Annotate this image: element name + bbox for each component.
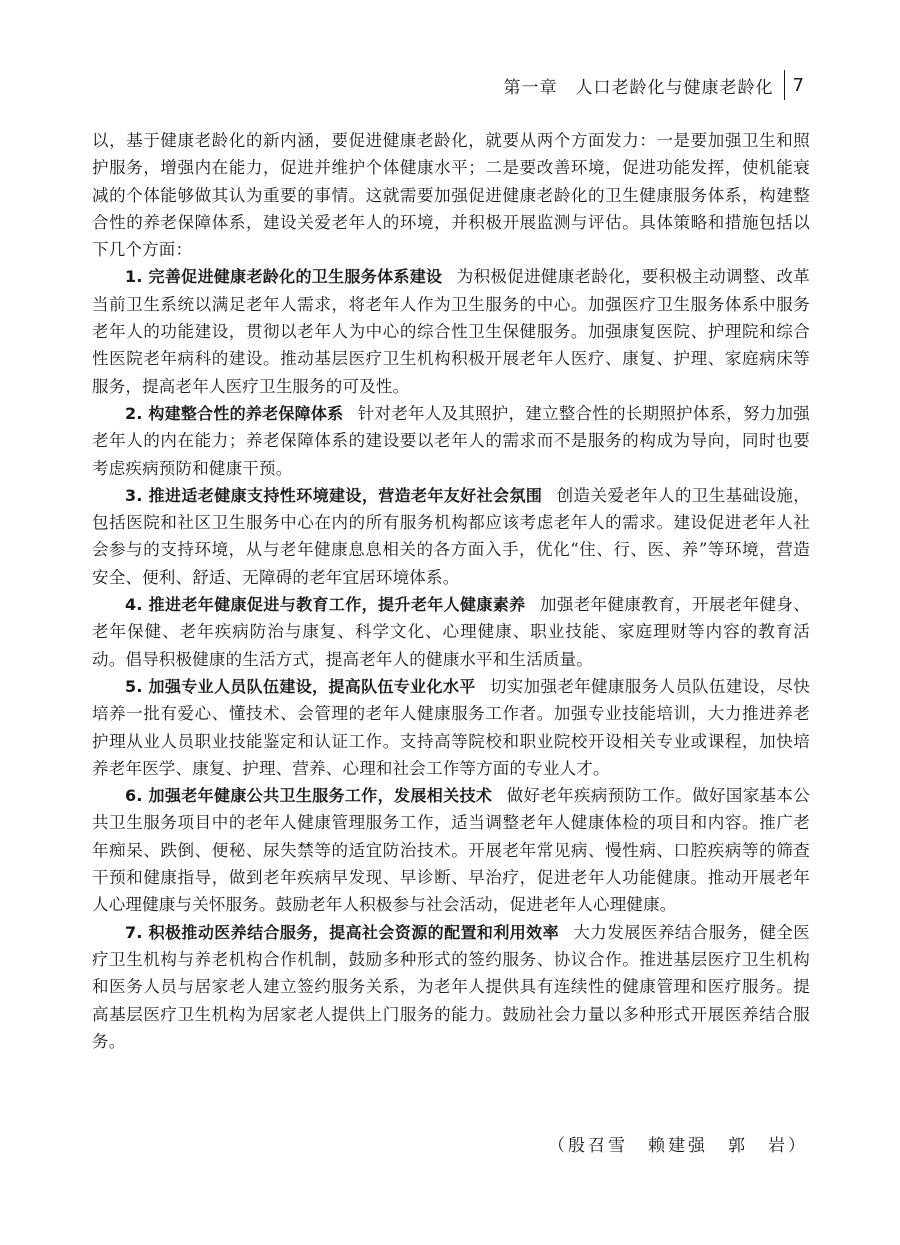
measure-heading-2: 2. 构建整合性的养老保障体系 bbox=[125, 403, 344, 423]
author-credit: （殷召雪 赖建强 郭 岩） bbox=[548, 1136, 808, 1156]
measure-paragraph-7 bbox=[92, 919, 810, 1055]
measure-text-4: 加强老年健康教育，开展老年健身、老年保健、老年疾病防治与康复、科学文化、心理健康、职业技能、家庭理财等内容的教育活动。倡导积极健康的生活方式，提高老年人的健康水平和生活质量。 bbox=[92, 595, 811, 669]
measure-paragraph-4 bbox=[92, 591, 810, 673]
measure-paragraph-1 bbox=[92, 263, 810, 399]
body-text bbox=[92, 127, 810, 1055]
measure-text-1: 为积极促进健康老龄化，要积极主动调整、改革当前卫生系统以满足老年人需求，将老年人作为卫生服务的中心。加强医疗卫生服务体系中服务老年人的功能建设，贯彻以老年人为中心的综合性卫生保健服务。加强康复医院、护理院和综合性医院老年病科的建设。推动基层医疗卫生机构积极开展老年人医疗、康复、护理、家庭病床等服务，提高老年人医疗卫生服务的可及性。 bbox=[92, 267, 811, 396]
measure-heading-4: 4. 推进老年健康促进与教育工作，提升老年人健康素养 bbox=[125, 595, 526, 615]
header-divider bbox=[784, 70, 785, 100]
measure-text-5: 切实加强老年健康服务人员队伍建设，尽快培养一批有爱心、懂技术、会管理的老年人健康服务工作者。加强专业技能培训，大力推进养老护理从业人员职业技能鉴定和认证工作。支持高等院校和职业院校开设相关专业或课程，加快培养老年医学、康复、护理、营养、心理和社会工作等方面的专业人才。 bbox=[92, 676, 810, 778]
measure-paragraph-6 bbox=[92, 782, 810, 918]
measure-heading-3: 3. 推进适老健康支持性环境建设，营造老年友好社会氛围 bbox=[125, 485, 543, 505]
measure-paragraph-5 bbox=[92, 673, 810, 782]
measure-text-3: 创造关爱老年人的卫生基础设施，包括医院和社区卫生服务中心在内的所有服务机构都应该考虑老年人的需求。建设促进老年人社会参与的支持环境，从与老年健康息息相关的各方面入手，优化“住、行、医、养”等环境，营造安全、便利、舒适、无障碍的老年宜居环境体系。 bbox=[92, 485, 810, 587]
measure-text-2: 针对老年人及其照护，建立整合性的长期照护体系，努力加强老年人的内在能力；养老保障体系的建设要以老年人的需求而不是服务的构成为导向，同时也要考虑疾病预防和健康干预。 bbox=[92, 403, 810, 478]
measure-paragraph-2 bbox=[92, 400, 810, 482]
measure-text-7: 大力发展医养结合服务，健全医疗卫生机构与养老机构合作机制，鼓励多种形式的签约服务、协议合作。推进基层医疗卫生机构和医务人员与居家老人建立签约服务关系，为老年人提供具有连续性的健康管理和医疗服务。提高基层医疗卫生机构为居家老人提供上门服务的能力。鼓励社会力量以多种形式开展医养结合服务。 bbox=[92, 922, 810, 1051]
page-number: 7 bbox=[792, 74, 804, 96]
measure-heading-5: 5. 加强专业人员队伍建设，提高队伍专业化水平 bbox=[125, 676, 476, 696]
running-header bbox=[504, 70, 804, 100]
measure-heading-6: 6. 加强老年健康公共卫生服务工作，发展相关技术 bbox=[125, 786, 493, 806]
measure-paragraph-3 bbox=[92, 482, 810, 591]
intro-paragraph: 以，基于健康老龄化的新内涵，要促进健康老龄化，就要从两个方面发力：一是要加强卫生和照护服务，增强内在能力，促进并维护个体健康水平；二是要改善环境，促进功能发挥，使机能衰减的个体能够做其认为重要的事情。这就需要加强促进健康老龄化的卫生健康服务体系，构建整合性的养老保障体系，建设关爱老年人的环境，并积极开展监测与评估。具体策略和措施包括以下几个方面： bbox=[92, 131, 810, 260]
measure-heading-1: 1. 完善促进健康老龄化的卫生服务体系建设 bbox=[125, 267, 443, 287]
measure-text-6: 做好老年疾病预防工作。做好国家基本公共卫生服务项目中的老年人健康管理服务工作，适当调整老年人健康体检的项目和内容。推广老年痴呆、跌倒、便秘、尿失禁等的适宜防治技术。开展老年常见病、慢性病、口腔疾病等的筛查干预和健康指导，做到老年疾病早发现、早诊断、早治疗，促进老年人功能健康。推动开展老年人心理健康与关怀服务。鼓励老年人积极参与社会活动，促进老年人心理健康。 bbox=[92, 786, 810, 915]
measure-heading-7: 7. 积极推动医养结合服务，提高社会资源的配置和利用效率 bbox=[125, 922, 559, 942]
chapter-title: 第一章 人口老龄化与健康老龄化 bbox=[503, 77, 774, 98]
